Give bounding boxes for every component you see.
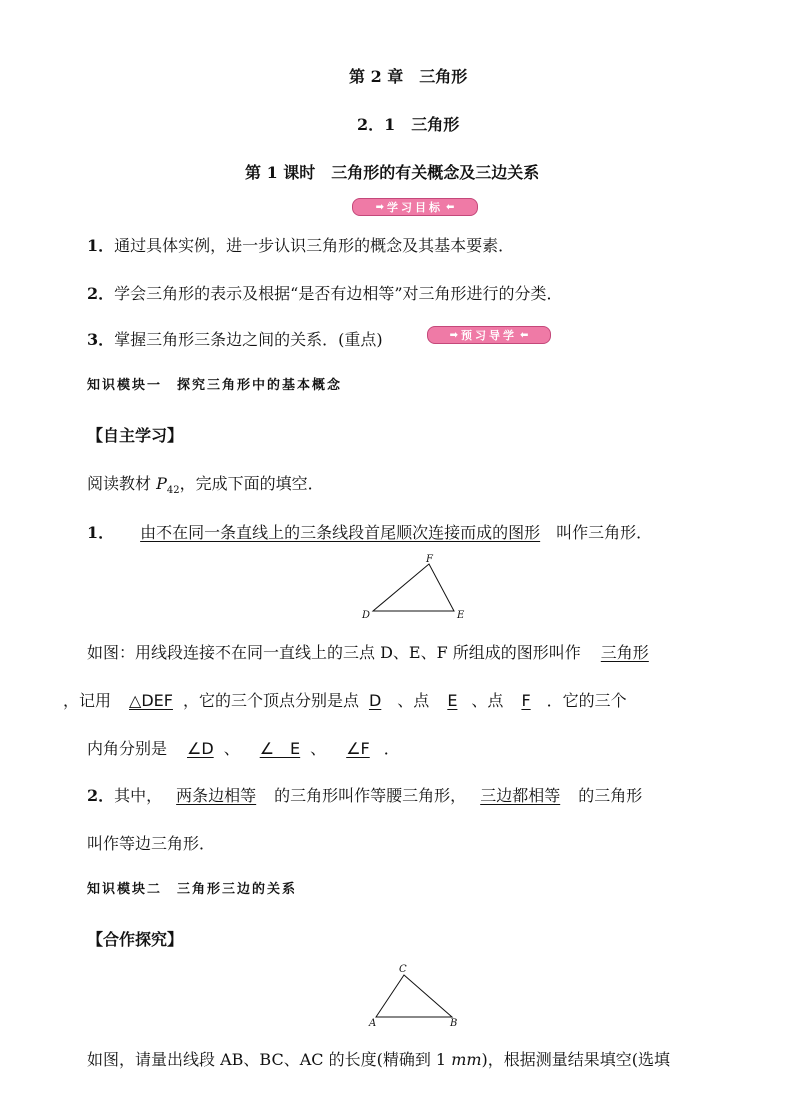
preview-banner-label: 预习导学 — [461, 329, 517, 342]
answer-blank-vertex-e: E — [447, 691, 458, 710]
question-1-suffix: 叫作三角形． — [556, 523, 653, 542]
chapter-title: 第 2 章 三角形 — [349, 67, 468, 86]
paragraph-2-post: ．它的三个 — [546, 691, 627, 710]
paragraph-2-mid1: ，它的三个顶点分别是点 — [182, 691, 359, 710]
unit-mm: mm — [451, 1050, 482, 1069]
vertex-label-d: D — [362, 610, 371, 621]
page-ref-number: 42 — [166, 485, 180, 497]
objective-text: 学会三角形的表示及根据“是否有边相等”对三角形进行的分类． — [114, 284, 563, 303]
question-number: 2． — [87, 786, 115, 805]
answer-blank-angle-f: ∠F — [346, 739, 370, 758]
paragraph-3 — [87, 736, 400, 759]
vertex-label-a: A — [369, 1018, 377, 1029]
reading-intro-post: ，完成下面的填空． — [179, 474, 324, 493]
objectives-banner — [352, 198, 478, 216]
answer-blank-definition: 由不在同一条直线上的三条线段首尾顺次连接而成的图形 — [140, 523, 541, 542]
objective-number: 3． — [87, 330, 115, 349]
question-2-mid: 的三角形叫作等腰三角形， — [274, 786, 467, 805]
separator: 、 — [223, 739, 240, 758]
objective-number: 1． — [87, 236, 115, 255]
reading-intro-pre: 阅读教材 — [87, 474, 157, 493]
paragraph-1-text: 如图：用线段连接不在同一直线上的三点 D、E、F 所组成的图形叫作 — [87, 643, 581, 662]
module-1-title: 知识模块一 探究三角形中的基本概念 — [87, 378, 343, 393]
triangle-abc-shape — [376, 975, 452, 1017]
objective-text: 掌握三角形三条边之间的关系．(重点) — [114, 330, 383, 349]
page-ref: P — [156, 474, 167, 493]
answer-blank-vertex-d: D — [368, 691, 382, 710]
arrow-left-icon: ⬅ — [446, 201, 455, 213]
answer-blank-vertex-f: F — [521, 691, 531, 710]
paragraph-2-mid3: 、点 — [471, 691, 504, 710]
vertex-label-f: F — [426, 554, 433, 565]
module-2-title: 知识模块二 三角形三边的关系 — [87, 882, 298, 897]
question-1 — [87, 520, 652, 543]
vertex-label-b: B — [450, 1018, 458, 1029]
answer-blank-triangle: 三角形 — [600, 643, 649, 662]
measurement-paragraph — [87, 1047, 670, 1070]
separator: 、 — [310, 739, 327, 758]
arrow-left-icon: ⬅ — [520, 329, 529, 341]
question-number: 1． — [87, 523, 115, 542]
self-study-heading: 【自主学习】 — [87, 426, 184, 445]
answer-blank-notation: △DEF — [129, 691, 173, 710]
arrow-right-icon: ➡ — [375, 201, 384, 213]
measurement-text-post: )，根据测量结果填空(选填 — [481, 1050, 671, 1069]
question-2 — [87, 783, 642, 806]
objective-3 — [87, 327, 383, 350]
cooperative-study-heading: 【合作探究】 — [87, 930, 184, 949]
question-2-line-2: 叫作等边三角形． — [87, 834, 216, 853]
answer-blank-equilateral: 三边都相等 — [480, 786, 561, 805]
paragraph-2-mid2: 、点 — [397, 691, 430, 710]
lesson-title: 第 1 课时 三角形的有关概念及三边关系 — [245, 163, 540, 182]
triangle-def-figure — [358, 553, 470, 621]
question-2-post: 的三角形 — [578, 786, 643, 805]
preview-banner — [427, 326, 551, 344]
paragraph-2-pre: ，记用 — [63, 691, 112, 710]
section-title: 2．1 三角形 — [357, 115, 460, 134]
objective-number: 2． — [87, 284, 115, 303]
objective-2 — [87, 281, 563, 304]
answer-blank-angle-d: ∠D — [187, 739, 214, 758]
answer-blank-angle-e: ∠ E — [259, 739, 301, 758]
triangle-abc-figure — [364, 962, 464, 1030]
arrow-right-icon: ➡ — [449, 329, 458, 341]
measurement-text-pre: 如图，请量出线段 AB、BC、AC 的长度(精确到 1 — [87, 1050, 452, 1069]
question-2-pre: 其中， — [114, 786, 163, 805]
objectives-banner-label: 学习目标 — [387, 201, 443, 214]
answer-blank-isosceles: 两条边相等 — [176, 786, 257, 805]
answer-blank-continue — [49, 691, 63, 710]
paragraph-2 — [49, 688, 627, 711]
objective-1 — [87, 233, 514, 256]
objective-text: 通过具体实例，进一步认识三角形的概念及其基本要素． — [114, 236, 515, 255]
paragraph-3-post: ． — [383, 739, 400, 758]
vertex-label-c: C — [399, 964, 407, 975]
triangle-def-shape — [373, 564, 454, 611]
paragraph-3-pre: 内角分别是 — [87, 739, 168, 758]
paragraph-1 — [87, 640, 649, 663]
vertex-label-e: E — [457, 610, 465, 621]
reading-intro — [87, 471, 324, 496]
